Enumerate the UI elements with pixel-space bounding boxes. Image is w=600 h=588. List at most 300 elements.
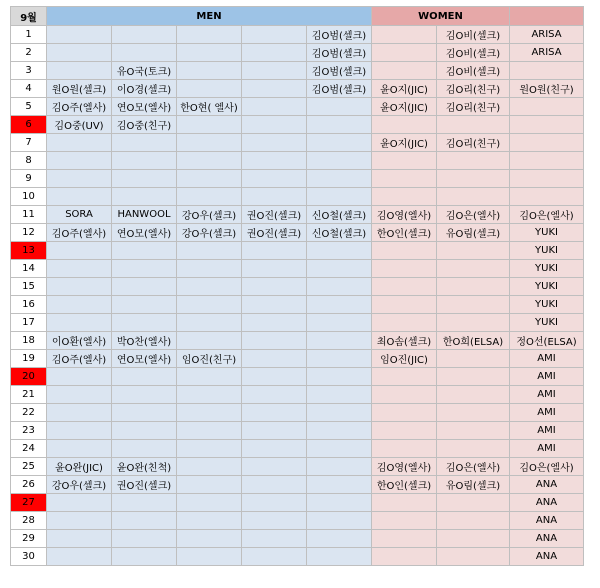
men-cell[interactable]	[47, 512, 112, 530]
men-cell[interactable]	[242, 386, 307, 404]
men-cell[interactable]	[112, 278, 177, 296]
men-cell[interactable]	[47, 26, 112, 44]
men-cell[interactable]	[307, 512, 372, 530]
women-cell[interactable]	[372, 494, 437, 512]
men-cell[interactable]	[242, 170, 307, 188]
women-cell[interactable]	[437, 548, 510, 566]
men-cell[interactable]	[307, 242, 372, 260]
men-cell[interactable]: 김O범(셀크)	[307, 62, 372, 80]
men-cell[interactable]	[242, 62, 307, 80]
men-cell[interactable]	[307, 494, 372, 512]
women-cell[interactable]: 한O인(셀크)	[372, 224, 437, 242]
extra-cell[interactable]: ANA	[510, 530, 584, 548]
men-cell[interactable]	[242, 278, 307, 296]
day-cell[interactable]: 9	[11, 170, 47, 188]
women-cell[interactable]: 김O은(엘사)	[437, 458, 510, 476]
men-cell[interactable]: 김O주(엘사)	[47, 98, 112, 116]
men-cell[interactable]	[177, 368, 242, 386]
men-cell[interactable]	[307, 530, 372, 548]
men-cell[interactable]	[47, 422, 112, 440]
men-cell[interactable]	[242, 242, 307, 260]
table-row	[11, 314, 584, 332]
women-cell[interactable]	[437, 314, 510, 332]
day-cell[interactable]: 14	[11, 260, 47, 278]
women-cell[interactable]	[372, 422, 437, 440]
men-cell[interactable]: 임O진(친구)	[177, 350, 242, 368]
women-cell[interactable]	[372, 26, 437, 44]
men-cell[interactable]: 김O주(엘사)	[47, 350, 112, 368]
men-cell[interactable]: SORA	[47, 206, 112, 224]
extra-cell[interactable]: YUKI	[510, 314, 584, 332]
day-cell[interactable]: 26	[11, 476, 47, 494]
men-cell[interactable]: 이O환(엘사)	[47, 332, 112, 350]
table-row	[11, 350, 584, 368]
extra-cell[interactable]: YUKI	[510, 242, 584, 260]
men-cell[interactable]	[112, 188, 177, 206]
extra-cell[interactable]	[510, 152, 584, 170]
men-cell[interactable]	[177, 476, 242, 494]
men-cell[interactable]	[307, 476, 372, 494]
men-cell[interactable]	[242, 134, 307, 152]
men-cell[interactable]: 연O모(엘사)	[112, 350, 177, 368]
men-cell[interactable]	[242, 152, 307, 170]
men-cell[interactable]	[307, 350, 372, 368]
men-cell[interactable]	[112, 548, 177, 566]
women-cell[interactable]: 한O인(셀크)	[372, 476, 437, 494]
men-cell[interactable]	[242, 314, 307, 332]
men-cell[interactable]	[177, 188, 242, 206]
men-cell[interactable]	[47, 44, 112, 62]
table-row	[11, 548, 584, 566]
day-cell[interactable]: 20	[11, 368, 47, 386]
women-cell[interactable]	[372, 116, 437, 134]
men-cell[interactable]	[177, 44, 242, 62]
day-cell[interactable]: 22	[11, 404, 47, 422]
men-cell[interactable]	[47, 188, 112, 206]
men-cell[interactable]	[112, 152, 177, 170]
men-cell[interactable]	[112, 44, 177, 62]
men-cell[interactable]: HANWOOL	[112, 206, 177, 224]
men-cell[interactable]	[242, 116, 307, 134]
table-row	[11, 62, 584, 80]
women-cell[interactable]: 최O솜(셀크)	[372, 332, 437, 350]
women-cell[interactable]	[372, 44, 437, 62]
women-cell[interactable]: 김O리(친구)	[437, 80, 510, 98]
men-cell[interactable]	[47, 260, 112, 278]
women-cell[interactable]	[372, 170, 437, 188]
men-cell[interactable]	[242, 368, 307, 386]
men-cell[interactable]	[47, 368, 112, 386]
men-cell[interactable]	[307, 278, 372, 296]
table-row	[11, 530, 584, 548]
extra-cell[interactable]: 김O은(엘사)	[510, 206, 584, 224]
day-cell[interactable]: 5	[11, 98, 47, 116]
men-cell[interactable]	[177, 548, 242, 566]
men-cell[interactable]	[242, 44, 307, 62]
women-cell[interactable]	[437, 494, 510, 512]
men-cell[interactable]	[307, 296, 372, 314]
day-cell[interactable]: 17	[11, 314, 47, 332]
men-cell[interactable]: 윤O완(친척)	[112, 458, 177, 476]
header-row	[11, 7, 584, 26]
day-cell[interactable]: 13	[11, 242, 47, 260]
men-cell[interactable]	[177, 332, 242, 350]
men-cell[interactable]	[177, 458, 242, 476]
men-cell[interactable]	[112, 170, 177, 188]
men-cell[interactable]	[47, 62, 112, 80]
men-cell[interactable]	[112, 26, 177, 44]
table-row	[11, 26, 584, 44]
men-cell[interactable]	[242, 476, 307, 494]
women-cell[interactable]	[437, 350, 510, 368]
table-row	[11, 170, 584, 188]
women-cell[interactable]	[437, 170, 510, 188]
day-cell[interactable]: 29	[11, 530, 47, 548]
men-cell[interactable]: 유O국(토크)	[112, 62, 177, 80]
men-cell[interactable]	[177, 422, 242, 440]
men-cell[interactable]	[307, 368, 372, 386]
men-cell[interactable]	[307, 116, 372, 134]
women-cell[interactable]	[437, 116, 510, 134]
day-cell[interactable]: 7	[11, 134, 47, 152]
day-cell[interactable]: 25	[11, 458, 47, 476]
men-cell[interactable]	[307, 440, 372, 458]
women-cell[interactable]: 윤O지(JIC)	[372, 134, 437, 152]
men-cell[interactable]	[242, 440, 307, 458]
men-cell[interactable]	[112, 440, 177, 458]
women-cell[interactable]: 김O비(셀크)	[437, 26, 510, 44]
men-cell[interactable]: 연O모(엘사)	[112, 98, 177, 116]
women-cell[interactable]	[372, 242, 437, 260]
men-cell[interactable]	[177, 494, 242, 512]
men-cell[interactable]	[47, 386, 112, 404]
day-cell[interactable]: 23	[11, 422, 47, 440]
men-cell[interactable]	[47, 170, 112, 188]
men-cell[interactable]: 연O모(엘사)	[112, 224, 177, 242]
men-cell[interactable]	[177, 278, 242, 296]
men-cell[interactable]	[47, 134, 112, 152]
extra-cell[interactable]: 김O은(엘사)	[510, 458, 584, 476]
table-row	[11, 494, 584, 512]
extra-cell[interactable]: 정O선(ELSA)	[510, 332, 584, 350]
day-cell[interactable]: 28	[11, 512, 47, 530]
women-cell[interactable]	[372, 314, 437, 332]
men-cell[interactable]: 강O우(셀크)	[177, 206, 242, 224]
day-cell[interactable]: 6	[11, 116, 47, 134]
women-cell[interactable]	[437, 386, 510, 404]
men-cell[interactable]	[242, 260, 307, 278]
men-cell[interactable]	[47, 152, 112, 170]
men-cell[interactable]: 권O진(셀크)	[112, 476, 177, 494]
men-cell[interactable]: 박O찬(엘사)	[112, 332, 177, 350]
women-cell[interactable]	[437, 440, 510, 458]
day-cell[interactable]: 18	[11, 332, 47, 350]
day-cell[interactable]: 11	[11, 206, 47, 224]
extra-cell[interactable]: AMI	[510, 368, 584, 386]
men-cell[interactable]	[47, 548, 112, 566]
women-cell[interactable]	[437, 512, 510, 530]
women-cell[interactable]: 윤O지(JIC)	[372, 98, 437, 116]
women-cell[interactable]	[372, 440, 437, 458]
men-cell[interactable]	[177, 404, 242, 422]
men-cell[interactable]	[112, 404, 177, 422]
men-cell[interactable]: 김O범(셀크)	[307, 44, 372, 62]
men-cell[interactable]: 권O진(셀크)	[242, 224, 307, 242]
men-cell[interactable]	[47, 494, 112, 512]
extra-cell[interactable]: YUKI	[510, 296, 584, 314]
men-header[interactable]: MEN	[47, 7, 372, 26]
men-cell[interactable]	[112, 530, 177, 548]
women-cell[interactable]: 한O희(ELSA)	[437, 332, 510, 350]
extra-cell[interactable]: YUKI	[510, 260, 584, 278]
men-cell[interactable]: 신O철(셀크)	[307, 206, 372, 224]
table-row	[11, 386, 584, 404]
women-cell[interactable]	[372, 188, 437, 206]
day-cell[interactable]: 24	[11, 440, 47, 458]
extra-cell[interactable]	[510, 188, 584, 206]
men-cell[interactable]	[242, 512, 307, 530]
women-cell[interactable]	[372, 296, 437, 314]
table-row	[11, 242, 584, 260]
women-cell[interactable]	[437, 278, 510, 296]
extra-cell[interactable]: AMI	[510, 422, 584, 440]
women-cell[interactable]: 김O비(셀크)	[437, 62, 510, 80]
men-cell[interactable]	[307, 152, 372, 170]
women-cell[interactable]	[372, 62, 437, 80]
day-cell[interactable]: 19	[11, 350, 47, 368]
women-cell[interactable]: 유O림(셀크)	[437, 476, 510, 494]
women-cell[interactable]: 김O비(셀크)	[437, 44, 510, 62]
men-cell[interactable]: 원O원(셀크)	[47, 80, 112, 98]
day-cell[interactable]: 8	[11, 152, 47, 170]
men-cell[interactable]	[47, 404, 112, 422]
men-cell[interactable]: 김O범(셀크)	[307, 26, 372, 44]
day-cell[interactable]: 1	[11, 26, 47, 44]
men-cell[interactable]	[177, 314, 242, 332]
men-cell[interactable]	[112, 260, 177, 278]
table-row	[11, 278, 584, 296]
extra-cell[interactable]: AMI	[510, 440, 584, 458]
men-cell[interactable]: 한O현( 엘사)	[177, 98, 242, 116]
schedule-table	[10, 6, 584, 566]
extra-cell[interactable]: AMI	[510, 350, 584, 368]
men-cell[interactable]	[242, 458, 307, 476]
women-cell[interactable]	[437, 530, 510, 548]
men-cell[interactable]	[112, 494, 177, 512]
extra-cell[interactable]: ANA	[510, 476, 584, 494]
men-cell[interactable]	[112, 422, 177, 440]
men-cell[interactable]	[177, 296, 242, 314]
extra-cell[interactable]: YUKI	[510, 278, 584, 296]
men-cell[interactable]	[112, 386, 177, 404]
men-cell[interactable]	[177, 512, 242, 530]
men-cell[interactable]	[177, 80, 242, 98]
men-cell[interactable]	[242, 188, 307, 206]
men-cell[interactable]	[177, 152, 242, 170]
men-cell[interactable]: 권O진(셀크)	[242, 206, 307, 224]
table-row	[11, 332, 584, 350]
women-cell[interactable]	[437, 368, 510, 386]
men-cell[interactable]	[242, 80, 307, 98]
men-cell[interactable]	[112, 242, 177, 260]
women-cell[interactable]	[437, 188, 510, 206]
day-cell[interactable]: 21	[11, 386, 47, 404]
men-cell[interactable]	[242, 404, 307, 422]
extra-cell[interactable]	[510, 170, 584, 188]
table-row	[11, 116, 584, 134]
men-cell[interactable]	[307, 134, 372, 152]
men-cell[interactable]	[242, 350, 307, 368]
men-cell[interactable]	[112, 134, 177, 152]
men-cell[interactable]: 윤O완(JIC)	[47, 458, 112, 476]
extra-cell[interactable]	[510, 98, 584, 116]
men-cell[interactable]	[47, 440, 112, 458]
women-cell[interactable]: 윤O지(JIC)	[372, 80, 437, 98]
table-row	[11, 476, 584, 494]
men-cell[interactable]	[242, 332, 307, 350]
day-cell[interactable]: 12	[11, 224, 47, 242]
day-cell[interactable]: 4	[11, 80, 47, 98]
day-cell[interactable]: 2	[11, 44, 47, 62]
day-cell[interactable]: 27	[11, 494, 47, 512]
extra-cell[interactable]: AMI	[510, 404, 584, 422]
extra-header[interactable]	[510, 7, 584, 26]
men-cell[interactable]	[177, 62, 242, 80]
women-cell[interactable]	[372, 260, 437, 278]
women-cell[interactable]	[437, 422, 510, 440]
extra-cell[interactable]	[510, 116, 584, 134]
day-cell[interactable]: 30	[11, 548, 47, 566]
day-cell[interactable]: 3	[11, 62, 47, 80]
day-cell[interactable]: 10	[11, 188, 47, 206]
men-cell[interactable]	[112, 368, 177, 386]
women-cell[interactable]	[437, 260, 510, 278]
day-cell[interactable]: 15	[11, 278, 47, 296]
men-cell[interactable]	[177, 260, 242, 278]
women-cell[interactable]	[437, 152, 510, 170]
women-cell[interactable]: 김O영(엘사)	[372, 458, 437, 476]
women-cell[interactable]	[372, 512, 437, 530]
extra-cell[interactable]: 원O원(친구)	[510, 80, 584, 98]
men-cell[interactable]	[177, 242, 242, 260]
men-cell[interactable]	[177, 530, 242, 548]
table-row	[11, 80, 584, 98]
men-cell[interactable]: 신O철(셀크)	[307, 224, 372, 242]
women-cell[interactable]	[437, 296, 510, 314]
men-cell[interactable]	[242, 26, 307, 44]
men-cell[interactable]	[307, 548, 372, 566]
men-cell[interactable]	[177, 134, 242, 152]
men-cell[interactable]	[307, 386, 372, 404]
men-cell[interactable]	[307, 260, 372, 278]
women-cell[interactable]: 김O영(엘사)	[372, 206, 437, 224]
men-cell[interactable]	[242, 494, 307, 512]
women-cell[interactable]: 유O림(셀크)	[437, 224, 510, 242]
extra-cell[interactable]: ANA	[510, 548, 584, 566]
extra-cell[interactable]: ANA	[510, 512, 584, 530]
men-cell[interactable]: 김O주(엘사)	[47, 224, 112, 242]
extra-cell[interactable]: ARISA	[510, 26, 584, 44]
men-cell[interactable]	[307, 170, 372, 188]
women-cell[interactable]	[437, 404, 510, 422]
table-row	[11, 296, 584, 314]
table-row	[11, 152, 584, 170]
men-cell[interactable]	[242, 548, 307, 566]
extra-cell[interactable]	[510, 62, 584, 80]
men-cell[interactable]	[47, 530, 112, 548]
table-row	[11, 224, 584, 242]
men-cell[interactable]	[307, 404, 372, 422]
extra-cell[interactable]	[510, 134, 584, 152]
women-cell[interactable]	[372, 404, 437, 422]
women-cell[interactable]	[437, 242, 510, 260]
men-cell[interactable]	[47, 314, 112, 332]
men-cell[interactable]	[177, 386, 242, 404]
men-cell[interactable]	[242, 530, 307, 548]
men-cell[interactable]	[307, 458, 372, 476]
men-cell[interactable]	[47, 296, 112, 314]
men-cell[interactable]: 김O중(친구)	[112, 116, 177, 134]
men-cell[interactable]	[177, 26, 242, 44]
men-cell[interactable]	[242, 422, 307, 440]
men-cell[interactable]	[177, 116, 242, 134]
men-cell[interactable]	[177, 170, 242, 188]
month-header[interactable]: 9월	[11, 7, 47, 26]
women-cell[interactable]	[372, 548, 437, 566]
women-cell[interactable]: 김O리(친구)	[437, 98, 510, 116]
men-cell[interactable]	[307, 422, 372, 440]
extra-cell[interactable]: ARISA	[510, 44, 584, 62]
men-cell[interactable]	[307, 188, 372, 206]
men-cell[interactable]	[307, 314, 372, 332]
women-cell[interactable]	[372, 368, 437, 386]
men-cell[interactable]	[242, 98, 307, 116]
men-cell[interactable]	[112, 296, 177, 314]
men-cell[interactable]	[307, 98, 372, 116]
men-cell[interactable]: 김O중(UV)	[47, 116, 112, 134]
women-cell[interactable]: 김O은(엘사)	[437, 206, 510, 224]
men-cell[interactable]: 김O범(셀크)	[307, 80, 372, 98]
women-cell[interactable]: 김O리(친구)	[437, 134, 510, 152]
extra-cell[interactable]: ANA	[510, 494, 584, 512]
men-cell[interactable]: 이O경(셀크)	[112, 80, 177, 98]
women-header[interactable]: WOMEN	[372, 7, 510, 26]
table-row	[11, 512, 584, 530]
men-cell[interactable]	[242, 296, 307, 314]
women-cell[interactable]	[372, 278, 437, 296]
table-row	[11, 44, 584, 62]
women-cell[interactable]: 임O진(JIC)	[372, 350, 437, 368]
men-cell[interactable]: 강O우(셀크)	[47, 476, 112, 494]
extra-cell[interactable]: YUKI	[510, 224, 584, 242]
day-cell[interactable]: 16	[11, 296, 47, 314]
men-cell[interactable]	[47, 242, 112, 260]
women-cell[interactable]	[372, 530, 437, 548]
men-cell[interactable]	[112, 512, 177, 530]
men-cell[interactable]	[307, 332, 372, 350]
women-cell[interactable]	[372, 386, 437, 404]
men-cell[interactable]	[47, 278, 112, 296]
extra-cell[interactable]: AMI	[510, 386, 584, 404]
table-row	[11, 404, 584, 422]
men-cell[interactable]	[177, 440, 242, 458]
men-cell[interactable]: 강O우(셀크)	[177, 224, 242, 242]
women-cell[interactable]	[372, 152, 437, 170]
table-row	[11, 188, 584, 206]
men-cell[interactable]	[112, 314, 177, 332]
table-row	[11, 458, 584, 476]
table-row	[11, 260, 584, 278]
